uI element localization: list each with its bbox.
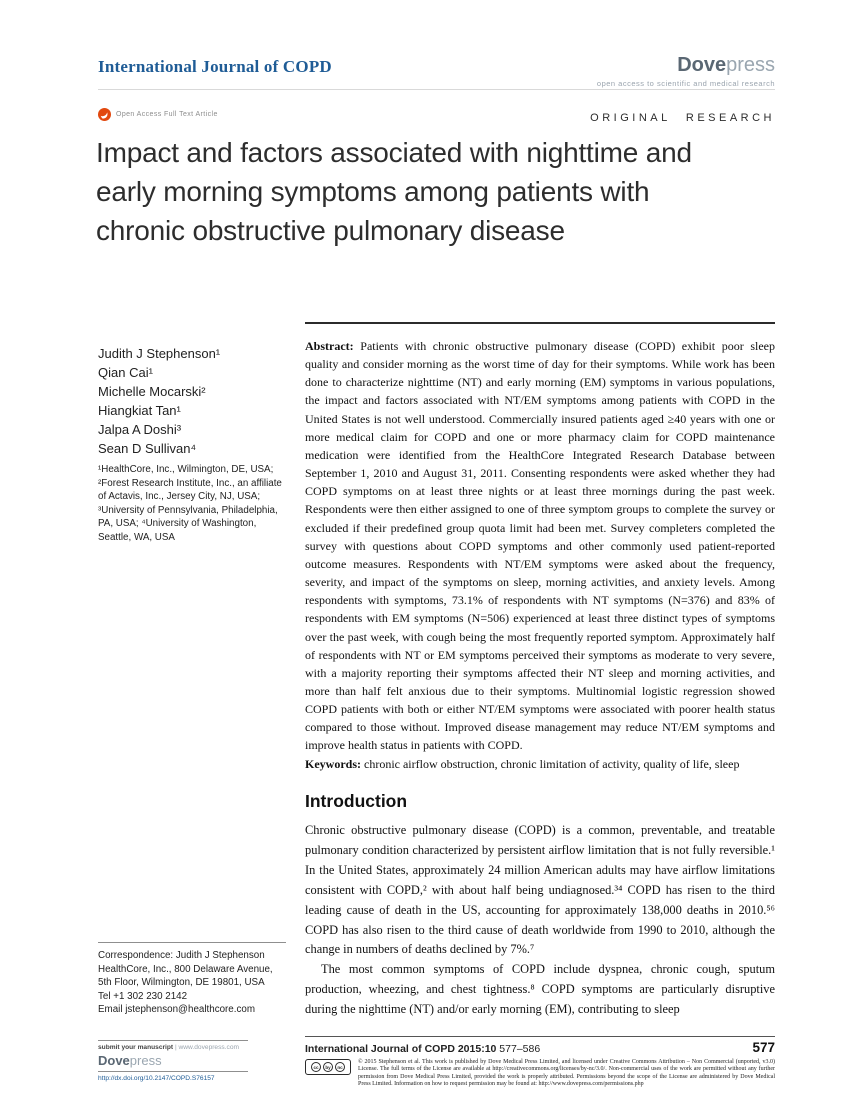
cc-nc-icon: nc <box>335 1062 345 1072</box>
doi-link[interactable]: http://dx.doi.org/10.2147/COPD.S76157 <box>98 1075 215 1082</box>
author-name: Judith J Stephenson¹ <box>98 346 221 361</box>
open-access-row <box>98 108 218 121</box>
dovepress-footer-logo <box>98 1053 248 1068</box>
author-name: Hiangkiat Tan¹ <box>98 403 181 418</box>
footer-right-block <box>305 1036 775 1089</box>
submit-manuscript-label: submit your manuscript <box>98 1044 174 1051</box>
author-name: Qian Cai¹ <box>98 365 153 380</box>
article-title: Impact and factors associated with nighttime and early morning symptoms among patients with chronic obstructive pulmonary disease <box>96 137 692 246</box>
copyright-license-text: © 2015 Stephenson et al. This work is published by Dove Medical Press Limited, and licensed under Creative Commons Attribution – Non Commercial (unported, v3.0) License. The full terms of the License are available at http://creativecommons.org/licenses/by-nc/3.0/. Non-commercial uses of the work are permitted without any further permission from Dove Medical Press Limited, provided the work is properly attributed. Permissions beyond the scope of the License are administered by Dove Medical Press Limited. Information on how to request permission may be found at: http://www.dovepress.com/permissions.php <box>358 1059 775 1088</box>
dovepress-url-link[interactable]: www.dovepress.com <box>178 1044 239 1051</box>
footer-divider <box>98 1071 248 1072</box>
introduction-section <box>305 791 775 1020</box>
separator: | <box>174 1044 177 1051</box>
correspondence-name: Correspondence: Judith J Stephenson <box>98 950 265 961</box>
dovepress-footer-logo-dove: Dove <box>98 1053 130 1068</box>
introduction-paragraph: Chronic obstructive pulmonary disease (COPD) is a common, preventable, and treatable pulmonary condition characterized by persistent airflow limitation that is not fully reversible.¹ In the United States, approximately 24 million American adults may have airflow limitations consistent with COPD,² with about half being undiagnosed.³⁴ COPD has risen to the third leading cause of death in the US, accounting for approximately 138,000 deaths in 2010.⁵⁶ COPD has also risen to the third cause of death worldwide from 1990 to 2010, although the change in numbers of deaths declined by 7%.⁷ <box>305 823 775 957</box>
dovepress-logo-dove: Dove <box>677 54 727 76</box>
dovepress-logo <box>597 54 775 88</box>
citation-pages: 577–586 <box>496 1043 541 1055</box>
submit-manuscript-line <box>98 1044 248 1051</box>
abstract-section <box>305 337 775 773</box>
cc-by-icon: by <box>323 1062 333 1072</box>
abstract-text: Patients with chronic obstructive pulmonary disease (COPD) exhibit poor sleep quality and consider morning as the worst time of day for their symptoms. While work has been done to characterize nighttime (NT) and early morning (EM) symptoms in various populations, the impact and factors associated with NT/EM symptoms among patients with COPD in the United States is not well understood. Commercially insured patients aged ≥40 years with one or more medical claim for COPD and one or more pharmacy claim for COPD maintenance medication were identified from the HealthCore Integrated Research Database between September 1, 2010 and August 31, 2011. Consenting respondents were asked whether they had COPD symptoms on at least three nights or at least three mornings during the past week. Respondents were then either assigned to one of three symptom groups to complete the survey or excluded if their predefined group quota limit had been met. Survey completers completed the survey with questions about COPD symptoms and other commonly used patient-reported outcome measures. Respondents with NT/EM symptoms were asked about the frequency, severity, and impact of the symptoms on sleep, morning activities, and anxiety levels. Among respondents with symptoms, 73.1% of respondents with NT symptoms (N=376) and 83% of respondents with EM symptoms (N=506) experienced at least three distinct types of symptoms over the past week, with cough being the most frequently reported symptom. Approximately half of respondents with NT or EM symptoms perceived their symptoms as moderate to very severe, with a majority reporting their symptoms affected their NT sleep and morning activities, and more than half felt anxious due to their symptoms. Multinomial logistic regression showed COPD patients with both or either NT/EM symptoms were associated with poorer health status compared to those without. Improved disease management may reduce NT/EM symptoms and improve health status in patients with COPD. <box>305 339 775 753</box>
author-affiliations: ¹HealthCore, Inc., Wilmington, DE, USA; ²Forest Research Institute, Inc., an affiliate of Actavis, Inc., Jersey City, NJ, USA; ³University of Pennsylvania, Philadelphia, PA, USA; ⁴University of Washington, Seattle, WA, USA <box>98 464 282 543</box>
dovepress-footer-logo-press: press <box>129 1053 162 1068</box>
correspondence-block <box>98 942 286 1017</box>
journal-name: International Journal of COPD <box>98 57 332 76</box>
cc-by-nc-license-icon <box>305 1059 351 1075</box>
keywords-text: chronic airflow obstruction, chronic limitation of activity, quality of life, sleep <box>361 756 740 771</box>
author-name: Jalpa A Doshi³ <box>98 422 182 437</box>
keywords-line <box>305 755 775 773</box>
introduction-paragraph: The most common symptoms of COPD include dyspnea, chronic cough, sputum production, wheezing, and chest tightness.⁸ COPD symptoms are particularly disruptive during the nighttime (NT) and/or early morning (EM), contributing to sleep <box>305 962 775 1017</box>
citation-row <box>305 1037 775 1055</box>
footer-divider <box>98 1040 248 1041</box>
correspondence-email[interactable]: Email jstephenson@healthcore.com <box>98 1004 255 1016</box>
keywords-label: Keywords: <box>305 756 361 771</box>
introduction-heading: Introduction <box>305 791 408 811</box>
abstract-label: Abstract: <box>305 339 354 353</box>
citation-journal: International Journal of COPD 2015:10 <box>305 1043 497 1055</box>
abstract-paragraph <box>305 337 775 755</box>
dovepress-logo-press: press <box>726 54 775 76</box>
header-divider <box>98 89 775 90</box>
page-number: 577 <box>752 1040 775 1055</box>
journal-citation <box>305 1043 540 1055</box>
footer-left-block <box>98 1040 248 1082</box>
correspondence-address: HealthCore, Inc., 800 Delaware Avenue, 5th Floor, Wilmington, DE 19801, USA <box>98 963 273 989</box>
dove-open-access-icon <box>98 108 111 121</box>
article-type-label: ORIGINAL RESEARCH <box>590 112 775 124</box>
journal-tagline: open access to scientific and medical research <box>596 79 775 88</box>
license-row <box>305 1059 775 1089</box>
author-name: Sean D Sullivan⁴ <box>98 441 197 456</box>
abstract-top-rule <box>305 322 775 324</box>
cc-icon: cc <box>311 1062 321 1072</box>
author-name: Michelle Mocarski² <box>98 384 206 399</box>
open-access-label: Open Access Full Text Article <box>116 111 218 118</box>
correspondence-phone: Tel +1 302 230 2142 <box>98 990 188 1002</box>
author-list <box>98 344 220 458</box>
